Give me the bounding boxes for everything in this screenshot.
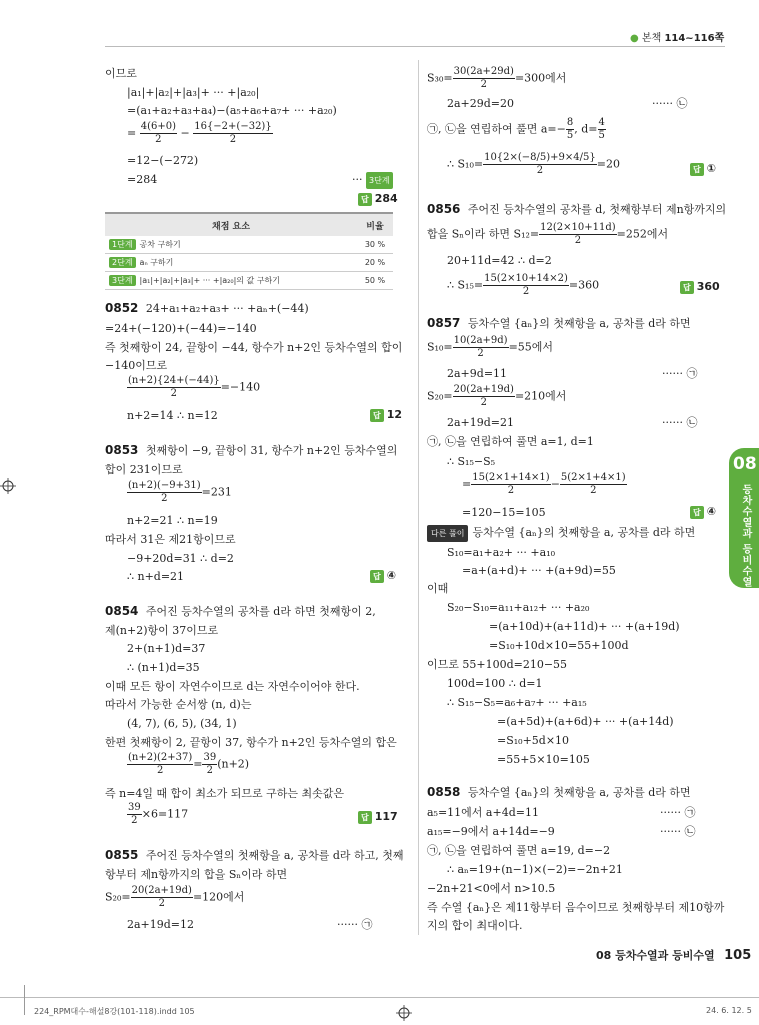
eq-abs-sum: |a₁|+|a₂|+|a₃|+ ··· +|a₂₀| — [127, 86, 260, 99]
text-line: =24+(−120)+(−44)=−140 — [105, 322, 257, 335]
alt-solution-badge: 다른 풀이 — [427, 525, 468, 542]
fraction: $\frac{15(2\times 10+14\times 2)}{2}$ — [484, 273, 568, 297]
crop-mark — [24, 985, 25, 1015]
equation-marker: ······ ㉠ — [337, 918, 373, 931]
problem-0855-line1: 0855 주어진 등차수열의 첫째항을 a, 공차를 d라 하고, 첫째 — [105, 848, 404, 862]
text-line: 항부터 제n항까지의 합을 Sₙ이라 하면 — [105, 868, 288, 881]
footer-rule — [0, 997, 759, 998]
alt-solution-line1: 다른 풀이 등차수열 {aₙ}의 첫째항을 a, 공차를 d라 하면 — [427, 525, 695, 542]
text-line: 즉 n=4일 때 합이 최소가 되므로 구하는 최솟값은 — [105, 787, 345, 800]
footer-file-info: 224_RPM대수-해설8강(101-118).indd 105 — [34, 1007, 195, 1016]
text-line: =a+(a+d)+ ··· +(a+9d)=55 — [462, 564, 616, 577]
text-line: =55+5×10=105 — [497, 753, 590, 766]
fraction: $\frac{(n+2)\{24+(-44)\}}{2}$ — [128, 375, 220, 399]
footer-date: 24. 6. 12. 5 — [706, 1006, 752, 1015]
fraction-line: S₂₀= $\frac{20(2a+19d)}{2}$ =210에서 — [427, 384, 567, 408]
problem-0852-line1: 0852 24+a₁+a₂+a₃+ ··· +aₙ+(−44) — [105, 301, 309, 315]
fraction: $\frac{(n+2)(-9+31)}{2}$ — [128, 480, 201, 504]
fraction: $\frac{20(2a+19d)}{2}$ — [453, 384, 514, 408]
problem-number: 0856 — [427, 202, 461, 216]
answer-badge: 답 — [370, 570, 384, 583]
equation-marker: ······ ㉠ — [660, 806, 696, 819]
text-line: =S₁₀+10d×10=55+100d — [489, 639, 629, 652]
text-line: 2a+29d=20 — [447, 97, 515, 110]
text-line: ∴ aₙ=19+(n−1)×(−2)=−2n+21 — [447, 863, 623, 876]
text-line: 이므로 55+100d=210−55 — [427, 658, 568, 671]
text-line: 2a+19d=21 — [447, 416, 515, 429]
answer-badge: 답 — [370, 409, 384, 422]
text-line: 2+(n+1)d=37 — [127, 642, 206, 655]
fraction-line: = $\frac{15(2\times 1+14\times 1)}{2}$ − $\frac{5(2\times 1+4\times 1)}{2}$ — [462, 472, 626, 496]
text-line: S₂₀−S₁₀=a₁₁+a₁₂+ ··· +a₂₀ — [447, 601, 590, 614]
text-line: a₁₅=−9에서 a+14d=−9 — [427, 825, 555, 838]
table-header-criteria: 채점 요소 — [105, 213, 357, 236]
problem-number: 0852 — [105, 301, 139, 315]
text-line: =S₁₀+5d×10 — [497, 734, 570, 747]
fraction: $\frac{4(6+0)}{2}$ — [140, 121, 176, 145]
text-line: ∴ S₁₅−S₅=a₆+a₇+ ··· +a₁₅ — [447, 696, 587, 709]
answer-badge: 답 — [690, 163, 704, 176]
answer-badge: 답 — [358, 193, 372, 206]
fraction: $\frac{30(2a+29d)}{2}$ — [453, 66, 514, 90]
header-bullet: ● — [630, 33, 639, 44]
text-line: 따라서 가능한 순서쌍 (n, d)는 — [105, 698, 252, 711]
fraction: $\frac{4}{5}$ — [598, 117, 605, 141]
chapter-side-tab — [729, 448, 759, 588]
header-pages: 114~116쪽 — [664, 33, 725, 44]
answer-badge: 답 — [358, 811, 372, 824]
left-intro: 이므로 — [105, 67, 137, 80]
fraction-line: ∴ S₁₅= $\frac{15(2\times 10+14\times 2)}{2}$ =360 — [447, 273, 600, 297]
answer-284: 답 284 — [358, 192, 398, 206]
table-row: 1단계 공차 구하기 30 % — [105, 236, 393, 254]
fraction: $\frac{20(2a+19d)}{2}$ — [131, 885, 192, 909]
text-line: (4, 7), (6, 5), (34, 1) — [127, 717, 237, 730]
eq-fraction-line: = $\frac{4(6+0)}{2}$ − $\frac{16\{-2+(-32)\}}{2}$ — [127, 121, 272, 145]
text-line: ∴ (n+1)d=35 — [127, 661, 200, 674]
fraction-line: $\frac{(n+2)(-9+31)}{2}$ =231 — [128, 480, 232, 504]
text-line: n+2=21 ∴ n=19 — [127, 514, 218, 527]
fraction: $\frac{10(2a+9d)}{2}$ — [453, 335, 508, 359]
answer-1: 답 ① — [690, 162, 716, 176]
answer-badge: 답 — [690, 506, 704, 519]
text-line: n+2=14 ∴ n=12 — [127, 409, 218, 422]
text-line: −9+20d=31 ∴ d=2 — [127, 552, 234, 565]
fraction-line: $\frac{(n+2)\{24+(-44)\}}{2}$ =−140 — [128, 375, 261, 399]
text-line: ∴ n+d=21 — [127, 570, 185, 583]
fraction-line: $\frac{39}{2}$ ×6=117 — [128, 802, 189, 826]
eq-split-sum: =(a₁+a₂+a₃+a₄)−(a₅+a₆+a₇+ ··· +a₂₀) — [127, 104, 337, 117]
text-line: ㉠, ㉡을 연립하여 풀면 a=1, d=1 — [427, 435, 594, 448]
problem-0857-line1: 0857 등차수열 {aₙ}의 첫째항을 a, 공차를 d라 하면 — [427, 316, 691, 330]
text-line: S₁₀=a₁+a₂+ ··· +a₁₀ — [447, 546, 556, 559]
step-badge: 3단계 — [366, 172, 393, 189]
problem-number: 0858 — [427, 785, 461, 799]
text-line: 2a+9d=11 — [447, 367, 508, 380]
fraction: $\frac{8}{5}$ — [566, 117, 574, 141]
problem-0854-line1: 0854 주어진 등차수열의 공차를 d라 하면 첫째항이 2, — [105, 604, 376, 618]
text-line: 제(n+2)항이 37이므로 — [105, 624, 219, 637]
text-line: 한편 첫째항이 2, 끝항이 37, 항수가 n+2인 등차수열의 합은 — [105, 736, 397, 749]
problem-number: 0857 — [427, 316, 461, 330]
fraction-line: S₃₀= $\frac{30(2a+29d)}{2}$ =300에서 — [427, 66, 567, 90]
step-marker: ··· 3단계 — [352, 172, 393, 189]
text-line: 이때 — [427, 582, 449, 595]
fraction-line: S₁₀= $\frac{10(2a+9d)}{2}$ =55에서 — [427, 335, 554, 359]
equation-marker: ······ ㉡ — [660, 825, 696, 838]
fraction-line: S₂₀= $\frac{20(2a+19d)}{2}$ =120에서 — [105, 885, 245, 909]
text-line: =(a+5d)+(a+6d)+ ··· +(a+14d) — [497, 715, 674, 728]
problem-number: 0854 — [105, 604, 139, 618]
fraction-line: 합을 Sₙ이라 하면 S₁₂= $\frac{12(2\times 10+11d)}{2}$ =252에서 — [427, 222, 669, 246]
text-line: −2n+21<0에서 n>10.5 — [427, 882, 556, 895]
header-ref-label: 본책 — [641, 33, 662, 44]
fraction: $\frac{39}{2}$ — [203, 752, 217, 776]
equation-marker: ······ ㉡ — [652, 97, 688, 110]
text-line: 2a+19d=12 — [127, 918, 195, 931]
eq-284: =284 — [127, 173, 158, 186]
answer-117: 답 117 — [358, 810, 398, 824]
answer-360: 답 360 — [680, 280, 720, 294]
fraction: $\frac{16\{-2+(-32)\}}{2}$ — [194, 121, 272, 145]
text-line: 100d=100 ∴ d=1 — [447, 677, 543, 690]
answer-badge: 답 — [680, 281, 694, 294]
problem-number: 0853 — [105, 443, 139, 457]
fraction: $\frac{5(2\times 1+4\times 1)}{2}$ — [560, 472, 626, 496]
text-line: =120−15=105 — [462, 506, 546, 519]
text-line: 합이 231이므로 — [105, 463, 183, 476]
column-divider — [418, 60, 419, 935]
text-line: 20+11d=42 ∴ d=2 — [447, 254, 552, 267]
answer-4: 답 ④ — [690, 505, 716, 519]
table-row: 3단계 |a₁|+|a₂|+|a₃|+ ··· +|a₂₀|의 값 구하기 50 % — [105, 272, 393, 290]
equation-marker: ······ ㉠ — [662, 367, 698, 380]
problem-0856-line1: 0856 주어진 등차수열의 공차를 d, 첫째항부터 제n항까지의 — [427, 202, 727, 216]
fraction-line: ㉠, ㉡을 연립하여 풀면 a=− $\frac{8}{5}$ , d= $\frac{4}{5}$ — [427, 117, 605, 141]
equation-marker: ······ ㉡ — [662, 416, 698, 429]
text-line: 즉 수열 {aₙ}은 제11항부터 음수이므로 첫째항부터 제10항까 — [427, 901, 725, 914]
problem-0858-line1: 0858 등차수열 {aₙ}의 첫째항을 a, 공차를 d라 하면 — [427, 785, 691, 799]
fraction: $\frac{12(2\times 10+11d)}{2}$ — [540, 222, 616, 246]
fraction: $\frac{15(2\times 1+14\times 1)}{2}$ — [472, 472, 550, 496]
fraction-line: $\frac{(n+2)(2+37)}{2}$ = $\frac{39}{2}$ (n+2) — [128, 752, 250, 776]
text-line: 지의 합이 최대이다. — [427, 919, 523, 932]
scoring-table — [105, 212, 393, 290]
table-header-ratio: 비율 — [357, 213, 393, 236]
registration-mark-icon — [396, 1005, 412, 1021]
text-line: ㉠, ㉡을 연립하여 풀면 a=19, d=−2 — [427, 844, 611, 857]
chapter-number: 08 — [733, 454, 757, 474]
fraction: $\frac{39}{2}$ — [128, 802, 141, 826]
page-number: 105 — [724, 948, 752, 963]
text-line: −140이므로 — [105, 359, 168, 372]
chapter-title: 등차수열과 등비수열 — [740, 484, 751, 588]
header-page-ref — [630, 29, 724, 44]
eq-12-minus: =12−(−272) — [127, 154, 199, 167]
text-line: 따라서 31은 제21항이므로 — [105, 533, 236, 546]
footer-chapter: 08 등차수열과 등비수열 105 — [596, 948, 752, 963]
registration-mark-icon — [0, 478, 16, 494]
table-row: 2단계 aₙ 구하기 20 % — [105, 254, 393, 272]
fraction-line: ∴ S₁₀= $\frac{10\{2\times(-8/5)+9\times 4/5\}}{2}$ =20 — [447, 152, 620, 176]
text-line: ∴ S₁₅−S₅ — [447, 455, 496, 468]
answer-4: 답 ④ — [370, 569, 396, 583]
text-line: 이때 모든 항이 자연수이므로 d는 자연수이어야 한다. — [105, 680, 360, 693]
text-line: =(a+10d)+(a+11d)+ ··· +(a+19d) — [489, 620, 680, 633]
fraction: $\frac{(n+2)(2+37)}{2}$ — [128, 752, 193, 776]
problem-number: 0855 — [105, 848, 139, 862]
text-line: a₅=11에서 a+4d=11 — [427, 806, 539, 819]
header-rule — [105, 46, 725, 47]
text-line: 즉 첫째항이 24, 끝항이 −44, 항수가 n+2인 등차수열의 합이 — [105, 341, 403, 354]
answer-12: 답 12 — [370, 408, 402, 422]
fraction: $\frac{10\{2\times(-8/5)+9\times 4/5\}}{2}$ — [484, 152, 596, 176]
problem-0853-line1: 0853 첫째항이 −9, 끝항이 31, 항수가 n+2인 등차수열의 — [105, 443, 398, 457]
